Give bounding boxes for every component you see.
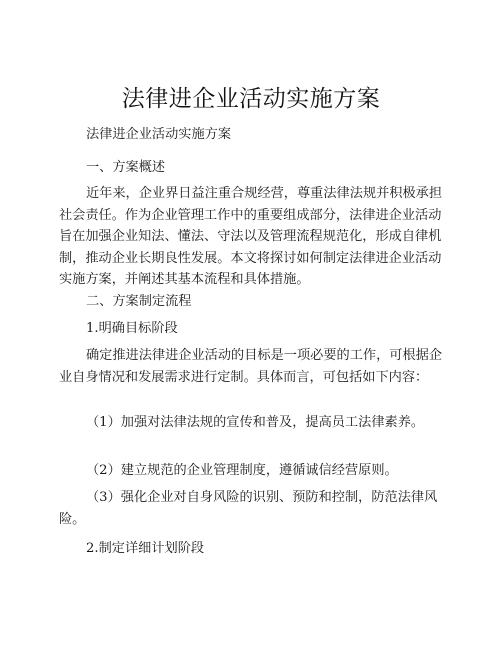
section1-heading: 一、方案概述 (86, 160, 166, 175)
list-item-2: （2）建立规范的企业管理制度，遵循诚信经营原则。 (86, 463, 398, 478)
step1-heading: 1.明确目标阶段 (86, 321, 178, 336)
section2-heading: 二、方案制定流程 (86, 294, 192, 309)
list-item-1: （1）加强对法律法规的宣传和普及，提高员工法律素养。 (86, 415, 425, 430)
section1-paragraph: 近年来，企业界日益注重合规经营，尊重法律法规并积极承担社会责任。作为企业管理工作中的重要组成部分，法律进企业活动旨在加强企业知法、懂法、守法以及管理流程规范化，形成自律机制，推动企业长期良性发展。本文将探讨如何制定法律进企业活动实施方案，并阐述其基本流程和具体措施。 (59, 186, 443, 288)
step2-heading: 2.制定详细计划阶段 (86, 541, 205, 556)
document-subtitle: 法律进企业活动实施方案 (86, 127, 232, 142)
list-item-3: （3）强化企业对自身风险的识别、预防和控制，防范法律风险。 (59, 490, 438, 527)
document-title: 法律进企业活动实施方案 (121, 86, 381, 112)
step1-paragraph: 确定推进法律进企业活动的目标是一项必要的工作，可根据企业自身情况和发展需求进行定制。具体而言，可包括如下内容： (59, 348, 443, 385)
